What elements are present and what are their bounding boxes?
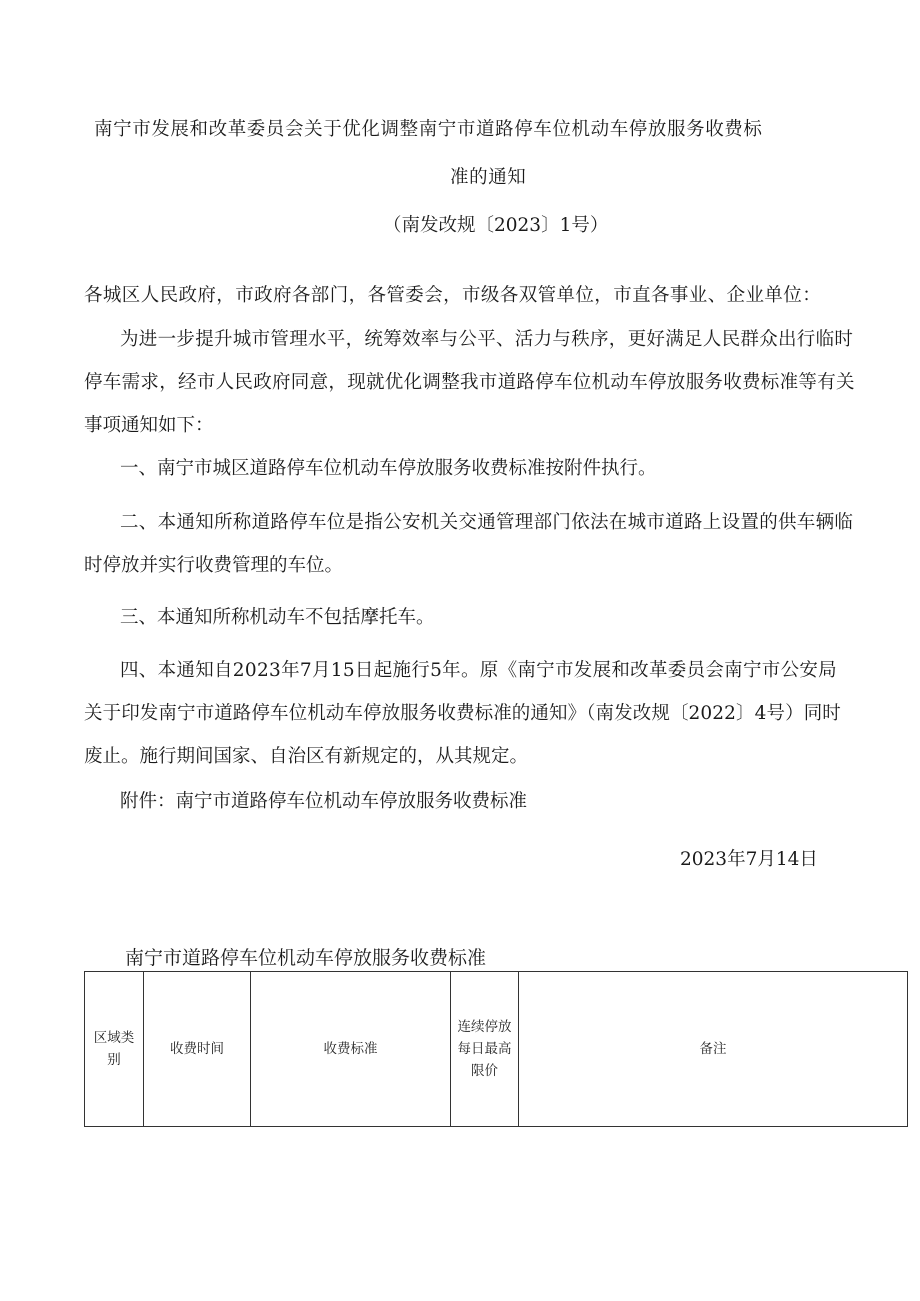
issue-date: 2023年7月14日: [680, 849, 818, 870]
fee-table-header-row: [85, 972, 908, 1127]
attachment-line: 附件：南宁市道路停车位机动车停放服务收费标准: [120, 791, 528, 812]
header-remarks: 备注: [519, 972, 908, 1127]
header-area-category: 区域类别: [85, 972, 144, 1127]
header-charge-time: 收费时间: [144, 972, 251, 1127]
notice-title-line-1: 南宁市发展和改革委员会关于优化调整南宁市道路停车位机动车停放服务收费标: [94, 119, 763, 140]
item-1-paragraph: 一、南宁市城区道路停车位机动车停放服务收费标准按附件执行。: [120, 458, 657, 479]
intro-paragraph-line-2: 停车需求，经市人民政府同意，现就优化调整我市道路停车位机动车停放服务收费标准等有关: [84, 372, 855, 393]
intro-paragraph-line-1: 为进一步提升城市管理水平，统筹效率与公平、活力与秩序，更好满足人民群众出行临时: [120, 329, 854, 350]
item-4-paragraph-line-1: 四、本通知自2023年7月15日起施行5年。原《南宁市发展和改革委员会南宁市公安局: [120, 660, 837, 681]
item-4-paragraph-line-2: 关于印发南宁市道路停车位机动车停放服务收费标准的通知》（南发改规〔2022〕4号）同时: [84, 703, 841, 724]
intro-paragraph-line-3: 事项通知如下：: [84, 415, 214, 436]
header-daily-max-price: 连续停放每日最高限价: [451, 972, 519, 1127]
item-2-paragraph-line-1: 二、本通知所称道路停车位是指公安机关交通管理部门依法在城市道路上设置的供车辆临: [120, 512, 854, 533]
fee-standard-table: [84, 971, 908, 1127]
item-3-paragraph: 三、本通知所称机动车不包括摩托车。: [120, 607, 435, 628]
notice-title-line-2: 准的通知: [450, 167, 527, 188]
fee-table-title: 南宁市道路停车位机动车停放服务收费标准: [125, 947, 487, 969]
item-2-paragraph-line-2: 时停放并实行收费管理的车位。: [84, 555, 344, 576]
document-number: （南发改规〔2023〕1号）: [383, 215, 609, 236]
addressee-line: 各城区人民政府，市政府各部门，各管委会，市级各双管单位，市直各事业、企业单位：: [84, 285, 822, 306]
item-4-paragraph-line-3: 废止。施行期间国家、自治区有新规定的，从其规定。: [84, 746, 529, 767]
header-charge-standard: 收费标准: [251, 972, 451, 1127]
